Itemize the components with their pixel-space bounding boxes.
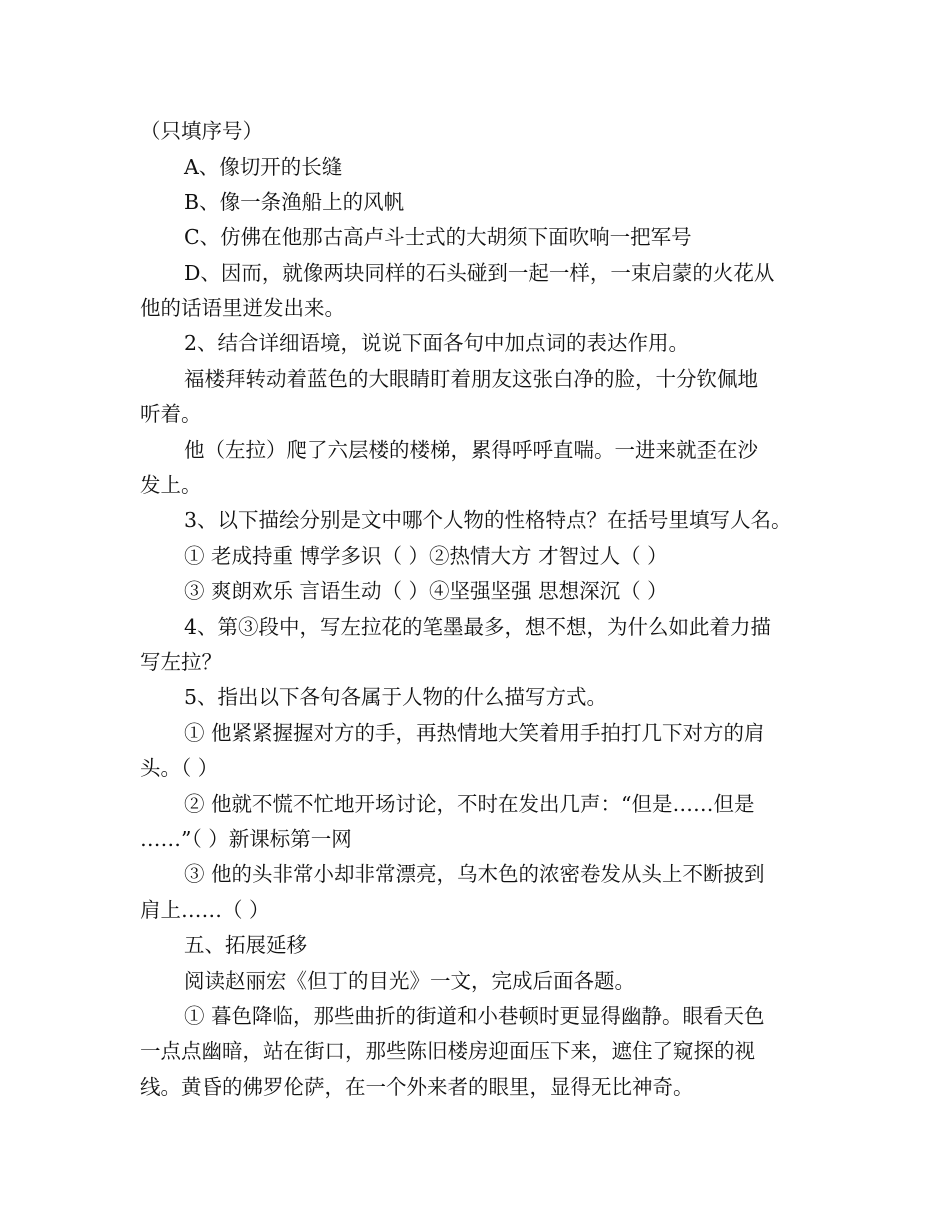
option-b: B、像一条渔船上的风帆 [184,190,405,214]
text-line: 肩上……（ ） [140,898,270,922]
option-a: A、像切开的长缝 [184,155,343,179]
option-c: C、仿佛在他那古高卢斗士式的大胡须下面吹响一把军号 [184,225,692,249]
text-line: 阅读赵丽宏《但丁的目光》一文，完成后面各题。 [184,969,635,993]
text-line: ③ 爽朗欢乐 言语生动（ ）④坚强坚强 思想深沉（ ） [184,579,668,603]
text-line: ① 他紧紧握握对方的手，再热情地大笑着用手拍打几下对方的肩 [184,721,765,745]
question-4: 4、第③段中，写左拉花的笔墨最多，想不想，为什么如此着力描 [184,615,772,639]
text-line: 写左拉？ [140,650,222,674]
text-line: 头。（ ） [140,756,219,780]
text-line: ① 老成持重 博学多识（ ）②热情大方 才智过人（ ） [184,544,668,568]
text-line: 他的话语里迸发出来。 [140,296,345,320]
text-line: ……”（ ）新课标第一网 [140,827,352,851]
question-5: 5、指出以下各句各属于人物的什么描写方式。 [184,685,608,709]
text-line: 一点点幽暗，站在街口，那些陈旧楼房迎面压下来，遮住了窥探的视 [140,1039,755,1063]
text-line: （只填序号） [140,119,263,143]
section-heading: 五、拓展延移 [184,933,307,957]
text-line: ② 他就不慌不忙地开场讨论，不时在发出几声：“但是……但是 [184,792,755,816]
question-2: 2、结合详细语境，说说下面各句中加点词的表达作用。 [184,331,690,355]
text-line: 福楼拜转动着蓝色的大眼睛盯着朋友这张白净的脸，十分钦佩地 [184,367,758,391]
text-line: 听着。 [140,402,202,426]
question-3: 3、以下描绘分别是文中哪个人物的性格特点？在括号里填写人名。 [184,508,792,532]
option-d: D、因而，就像两块同样的石头碰到一起一样，一束启蒙的火花从 [184,261,775,285]
text-line: ① 暮色降临，那些曲折的街道和小巷顿时更显得幽静。眼看天色 [184,1004,765,1028]
text-line: ③ 他的头非常小却非常漂亮，乌木色的浓密卷发从头上不断披到 [184,862,765,886]
text-line: 他（左拉）爬了六层楼的楼梯，累得呼呼直喘。一进来就歪在沙 [184,438,758,462]
text-line: 发上。 [140,473,202,497]
text-line: 线。黄昏的佛罗伦萨，在一个外来者的眼里，显得无比神奇。 [140,1075,694,1099]
